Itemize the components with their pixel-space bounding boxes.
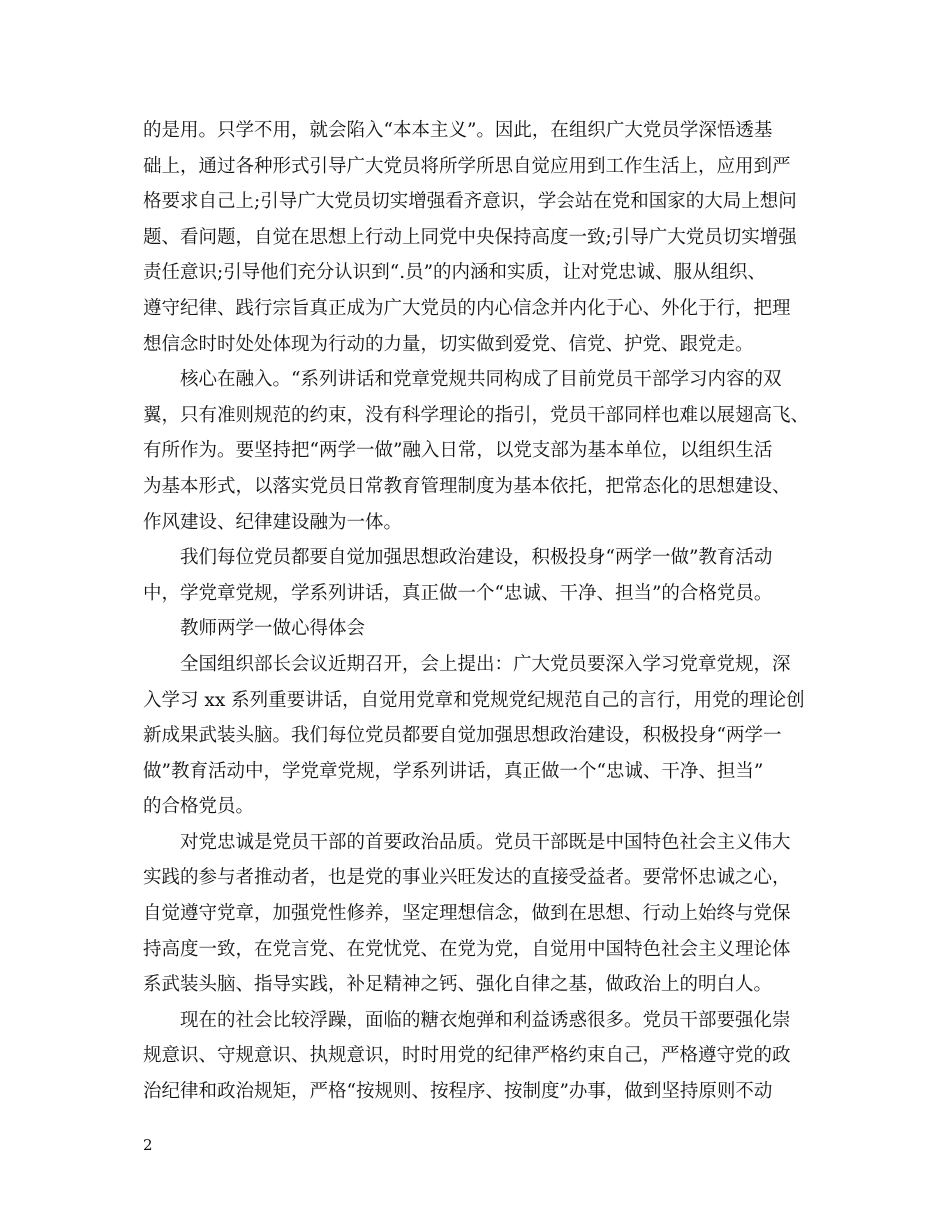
text-line: 系武装头脑、指导实践，补足精神之钙、强化自律之基，做政治上的明白人。 [143,974,773,996]
text-line: 自觉遵守党章，加强党性修养，坚定理想信念，做到在思想、行动上始终与党保 [143,903,791,925]
text-line: 翼，只有准则规范的约束，没有科学理论的指引，党员干部同样也难以展翅高飞、 [143,404,810,426]
text-line: 格要求自己上;引导广大党员切实增强看齐意识，学会站在党和国家的大局上想问 [143,191,797,213]
paragraph-first-line: 全国组织部长会议近期召开，会上提出：广大党员要深入学习党章党规，深 [180,653,791,675]
paragraph-first-line: 我们每位党员都要自觉加强思想政治建设，积极投身“两学一做”教育活动 [180,547,773,569]
text-line: 入学习 xx 系列重要讲话，自觉用党章和党规党纪规范自己的言行，用党的理论创 [143,689,805,711]
document-body [143,113,813,1110]
paragraph-first-line: 现在的社会比较浮躁，面临的糖衣炮弹和利益诱惑很多。党员干部要强化崇 [180,1009,791,1031]
text-line: 的是用。只学不用，就会陷入“本本主义”。因此，在组织广大党员学深悟透基 [143,120,773,141]
page-number: 2 [143,1136,153,1154]
text-line: 做”教育活动中，学党章党规，学系列讲话，真正做一个“忠诚、干净、担当” [143,760,764,782]
text-line: 新成果武装头脑。我们每位党员都要自觉加强思想政治建设，积极投身“两学一 [143,725,782,747]
text-line: 持高度一致，在党言党、在党忧党、在党为党，自觉用中国特色社会主义理论体 [143,938,791,960]
text-line: 的合格党员。 [143,796,255,818]
text-line: 遵守纪律、践行宗旨真正成为广大党员的内心信念并内化于心、外化于行，把理 [143,297,791,319]
text-line: 有所作为。要坚持把“两学一做”融入日常，以党支部为基本单位，以组织生活 [143,440,773,462]
text-line: 规意识、守规意识、执规意识，时时用党的纪律严格约束自己，严格遵守党的政 [143,1045,791,1067]
section-heading: 教师两学一做心得体会 [180,618,366,640]
text-line: 作风建设、纪律建设融为一体。 [143,511,403,533]
text-line: 础上，通过各种形式引导广大党员将所学所思自觉应用到工作生活上，应用到严 [143,155,791,177]
text-line: 想信念时时处处体现为行动的力量，切实做到爱党、信党、护党、跟党走。 [143,333,754,355]
text-line: 治纪律和政治规矩，严格“按规则、按程序、按制度”办事，做到坚持原则不动 [143,1081,773,1103]
paragraph-first-line: 核心在融入。“系列讲话和党章党规共同构成了目前党员干部学习内容的双 [180,369,782,391]
text-line: 为基本形式，以落实党员日常教育管理制度为基本依托，把常态化的思想建设、 [143,475,791,497]
text-line: 中，学党章党规，学系列讲话，真正做一个“忠诚、干净、担当”的合格党员。 [143,582,773,604]
text-line: 责任意识;引导他们充分认识到“.员”的内涵和实质，让对党忠诚、服从组织、 [143,262,767,284]
text-line: 实践的参与者推动者，也是党的事业兴旺发达的直接受益者。要常怀忠诚之心， [143,867,791,889]
text-line: 题、看问题，自觉在思想上行动上同党中央保持高度一致;引导广大党员切实增强 [143,226,797,248]
paragraph-first-line: 对党忠诚是党员干部的首要政治品质。党员干部既是中国特色社会主义伟大 [180,831,791,853]
